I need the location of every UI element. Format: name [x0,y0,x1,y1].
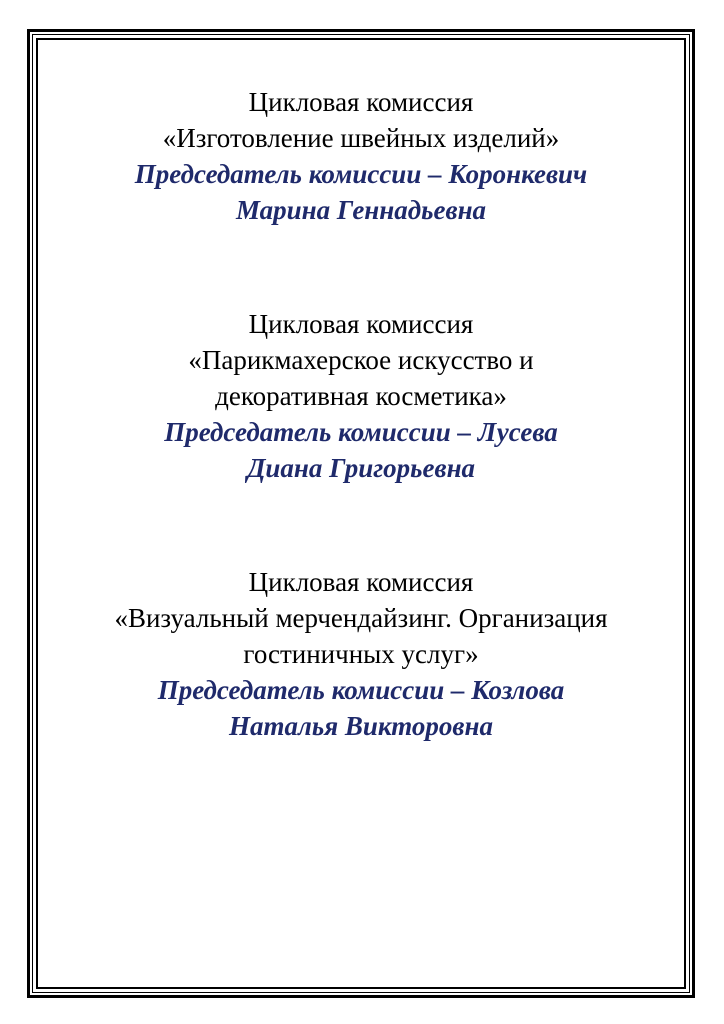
commission-heading: Цикловая комиссия [248,309,474,339]
commission-block [40,564,682,744]
commission-heading: Цикловая комиссия [248,87,474,117]
commission-heading: Цикловая комиссия [248,567,474,597]
commission-chair-name: Марина Геннадьевна [235,195,487,225]
commission-chair-name: Наталья Викторовна [229,711,493,741]
commission-name: «Изготовление швейных изделий» [162,123,560,153]
commission-name-continued: гостиничных услуг» [243,639,479,669]
commission-name: «Парикмахерское искусство и [188,345,534,375]
commissions-list [40,84,682,744]
commission-block [40,84,682,228]
commission-chair-title: Председатель комиссии – Лусева [164,417,558,447]
commission-chair-title: Председатель комиссии – Козлова [157,675,565,705]
commission-block [40,306,682,486]
commission-chair-title: Председатель комиссии – Коронкевич [134,159,588,189]
commission-name-continued: декоративная косметика» [215,381,507,411]
commission-chair-name: Диана Григорьевна [246,453,476,483]
commission-name: «Визуальный мерчендайзинг. Организация [114,603,608,633]
